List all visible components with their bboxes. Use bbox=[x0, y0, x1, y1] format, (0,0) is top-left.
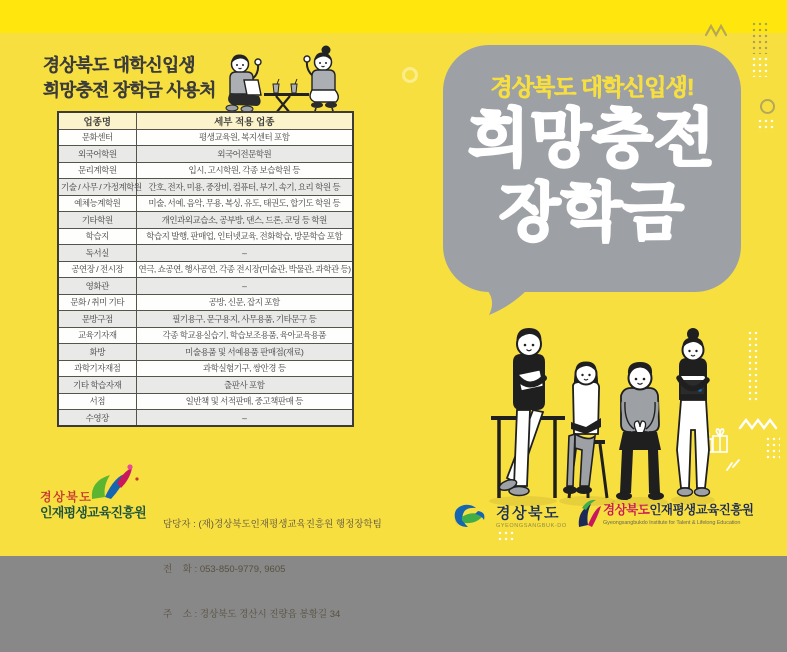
sparkle-icon bbox=[725, 458, 741, 472]
category-cell: 서점 bbox=[58, 393, 136, 410]
detail-cell: 필기용구, 문구용지, 사무용품, 기타문구 등 bbox=[136, 311, 353, 328]
student-b bbox=[563, 362, 607, 499]
table-row bbox=[58, 245, 353, 262]
detail-cell: 간호, 전자, 미용, 중장비, 컴퓨터, 부기, 속기, 요리 학원 등 bbox=[136, 179, 353, 196]
bubble-title-line1: 희망충전 bbox=[468, 104, 716, 174]
table-header-row bbox=[58, 112, 353, 129]
institute-logo-name bbox=[603, 504, 754, 517]
detail-cell: 입시, 고시학원, 각종 보습학원 등 bbox=[136, 162, 353, 179]
contact-address: 주 소 : 경상북도 경산시 진량읍 봉황길 34 bbox=[163, 609, 341, 620]
header-category: 업종명 bbox=[58, 112, 136, 129]
table-row bbox=[58, 294, 353, 311]
detail-cell: 학습지 발행, 판매업, 인터넷교육, 전화학습, 방문학습 포함 bbox=[136, 228, 353, 245]
table-row bbox=[58, 278, 353, 295]
detail-cell: 미술, 서예, 음악, 무용, 복싱, 유도, 태권도, 합기도 학원 등 bbox=[136, 195, 353, 212]
institute-mark-icon bbox=[574, 497, 602, 533]
dots-pattern-white bbox=[751, 56, 769, 77]
gyeongbuk-logo-text bbox=[496, 506, 567, 530]
page-title bbox=[43, 53, 216, 103]
student-a bbox=[498, 328, 545, 496]
table-row bbox=[58, 146, 353, 163]
table-row bbox=[58, 129, 353, 146]
category-cell: 기타학원 bbox=[58, 212, 136, 229]
category-cell: 학습지 bbox=[58, 228, 136, 245]
category-cell: 문방구점 bbox=[58, 311, 136, 328]
institute-name-accent: 경상북도 bbox=[603, 503, 650, 517]
detail-cell: 평생교육원, 복지센터 포함 bbox=[136, 129, 353, 146]
top-color-strip bbox=[0, 0, 787, 33]
category-cell: 과학기자재점 bbox=[58, 360, 136, 377]
dots-pattern-white bbox=[757, 118, 776, 132]
institute-logo-sub: Gyeongsangbukdo Institute for Talent & Lifelong Education bbox=[603, 519, 741, 526]
students-illustration bbox=[483, 300, 713, 510]
page-title-line1: 경상북도 대학신입생 bbox=[43, 55, 196, 75]
gyeongbuk-emblem-icon bbox=[448, 503, 492, 531]
category-cell: 교육기자재 bbox=[58, 327, 136, 344]
category-cell: 예체능계학원 bbox=[58, 195, 136, 212]
institute-logo-bottom-text bbox=[603, 504, 754, 526]
detail-cell: – bbox=[136, 410, 353, 427]
category-cell: 독서실 bbox=[58, 245, 136, 262]
category-cell: 수영장 bbox=[58, 410, 136, 427]
table-row bbox=[58, 327, 353, 344]
category-cell: 화방 bbox=[58, 344, 136, 361]
usage-table bbox=[57, 111, 354, 427]
page-title-line2: 희망충전 장학금 사용처 bbox=[43, 80, 216, 100]
detail-cell: 과학실험기구, 쌍안경 등 bbox=[136, 360, 353, 377]
institute-logo-line1: 경상북도 bbox=[40, 490, 93, 504]
zigzag-icon bbox=[705, 22, 727, 39]
title-speech-bubble bbox=[443, 45, 741, 292]
category-cell: 기술 / 사무 / 가정계학원 bbox=[58, 179, 136, 196]
circle-outline-icon bbox=[760, 99, 775, 114]
detail-cell: 외국어전문학원 bbox=[136, 146, 353, 163]
table-row bbox=[58, 360, 353, 377]
institute-logo-text bbox=[40, 491, 146, 519]
dots-pattern-olive bbox=[751, 21, 769, 54]
institute-logo-line2: 인재평생교육진흥원 bbox=[40, 505, 146, 520]
detail-cell: – bbox=[136, 245, 353, 262]
detail-cell: 개인과외교습소, 공부방, 댄스, 드론, 코딩 등 학원 bbox=[136, 212, 353, 229]
student-d bbox=[677, 328, 710, 496]
table-row bbox=[58, 179, 353, 196]
category-cell: 문리계학원 bbox=[58, 162, 136, 179]
zigzag-icon-white bbox=[739, 417, 781, 432]
circle-outline-icon bbox=[402, 67, 418, 83]
detail-cell: 연극, 쇼공연, 행사공연, 각종 전시장(미술관, 박물관, 과학관 등) bbox=[136, 261, 353, 278]
dots-pattern-white bbox=[747, 330, 760, 402]
bubble-eyebrow: 경상북도 대학신입생! bbox=[490, 74, 694, 100]
category-cell: 영화관 bbox=[58, 278, 136, 295]
detail-cell: 공방, 신문, 잡지 포함 bbox=[136, 294, 353, 311]
detail-cell: – bbox=[136, 278, 353, 295]
detail-cell: 출판사 포함 bbox=[136, 377, 353, 394]
contact-info bbox=[163, 487, 382, 652]
table-row bbox=[58, 311, 353, 328]
table-row bbox=[58, 212, 353, 229]
student-c bbox=[616, 362, 664, 500]
usage-table-body bbox=[58, 129, 353, 426]
dots-pattern-white bbox=[765, 436, 780, 459]
table-row bbox=[58, 344, 353, 361]
category-cell: 공연장 / 전시장 bbox=[58, 261, 136, 278]
bubble-title-line2: 장학금 bbox=[499, 178, 685, 248]
table-row bbox=[58, 410, 353, 427]
couple-illustration bbox=[220, 38, 350, 115]
header-detail: 세부 적용 업종 bbox=[136, 112, 353, 129]
detail-cell: 일반책 및 서적판매, 중고책판매 등 bbox=[136, 393, 353, 410]
institute-name-main: 인재평생교육진흥원 bbox=[649, 503, 754, 517]
table-row bbox=[58, 228, 353, 245]
dots-pattern-white bbox=[497, 530, 515, 543]
table-row bbox=[58, 162, 353, 179]
contact-manager: 담당자 : (재)경상북도인재평생교육진흥원 행정장학팀 bbox=[163, 519, 382, 530]
gyeongbuk-logo-name: 경상북도 bbox=[496, 505, 560, 522]
table-row bbox=[58, 261, 353, 278]
contact-phone: 전 화 : 053-850-9779, 9605 bbox=[163, 564, 286, 575]
detail-cell: 미술용품 및 서예용품 판매점(재료) bbox=[136, 344, 353, 361]
category-cell: 기타 학습자재 bbox=[58, 377, 136, 394]
table-row bbox=[58, 393, 353, 410]
category-cell: 문화 / 취미 기타 bbox=[58, 294, 136, 311]
table-row bbox=[58, 195, 353, 212]
category-cell: 외국어학원 bbox=[58, 146, 136, 163]
detail-cell: 각종 학교용실습기, 학습보조용품, 육아교육용품 bbox=[136, 327, 353, 344]
gyeongbuk-logo-sub: GYEONGSANGBUK-DO bbox=[496, 523, 567, 529]
category-cell: 문화센터 bbox=[58, 129, 136, 146]
table-row bbox=[58, 377, 353, 394]
